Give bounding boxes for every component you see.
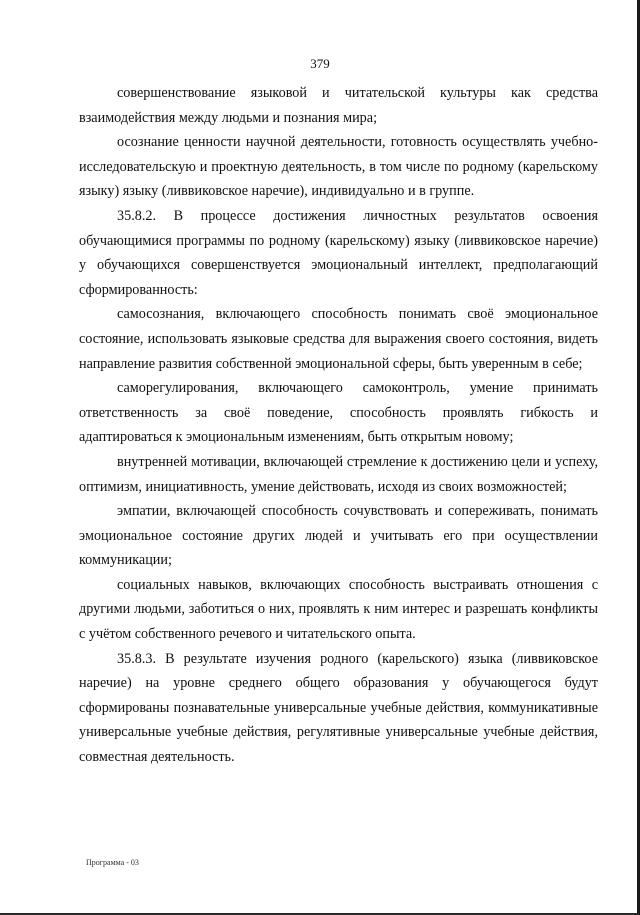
paragraph: социальных навыков, включающих способность выстраивать отношения с другими людьми, заботиться о них, проявлять к ним интерес и разрешать конфликты с учётом собственного речевого и читательского опыта. (79, 576, 598, 643)
document-body (79, 81, 598, 770)
paragraph: саморегулирования, включающего самоконтроль, умение принимать ответственность за своё поведение, способность проявлять гибкость и адаптироваться к эмоциональным изменениям, быть открытым новому; (79, 380, 598, 446)
paragraph: 35.8.3. В результате изучения родного (карельского) языка (ливвиковское наречие) на уровне среднего общего образования у обучающегося будут сформированы познавательные универсальные учебные действия, коммуникативные универсальные учебные действия, регулятивные универсальные учебные действия, совместная деятельность. (79, 650, 598, 766)
paragraph: самосознания, включающего способность понимать своё эмоциональное состояние, использовать языковые средства для выражения своего состояния, видеть направление развития собственной эмоциональной сферы, быть уверенным в себе; (79, 306, 598, 372)
page-number: 379 (310, 56, 330, 71)
paragraph: эмпатии, включающей способность сочувствовать и сопереживать, понимать эмоциональное состояние других людей и учитывать его при осуществлении коммуникации; (79, 503, 598, 569)
paragraph: совершенствование языковой и читательской культуры как средства взаимодействия между людьми и познания мира; (79, 85, 598, 126)
paragraph: внутренней мотивации, включающей стремление к достижению цели и успеху, оптимизм, инициативность, умение действовать, исходя из своих возможностей; (79, 453, 598, 495)
page-footer: Программа - 03 (86, 858, 139, 867)
paragraph: 35.8.2. В процессе достижения личностных результатов освоения обучающимися программы по родному (карельскому) языку (ливвиковское наречие) у обучающихся совершенствуется эмоциональный интеллект, предполагающий сформированность: (79, 207, 598, 298)
paragraph: осознание ценности научной деятельности, готовность осуществлять учебно-исследовательскую и проектную деятельность, в том числе по родному (карельскому языку) языку (ливвиковское наречие), индивидуально и в группе. (79, 134, 598, 200)
